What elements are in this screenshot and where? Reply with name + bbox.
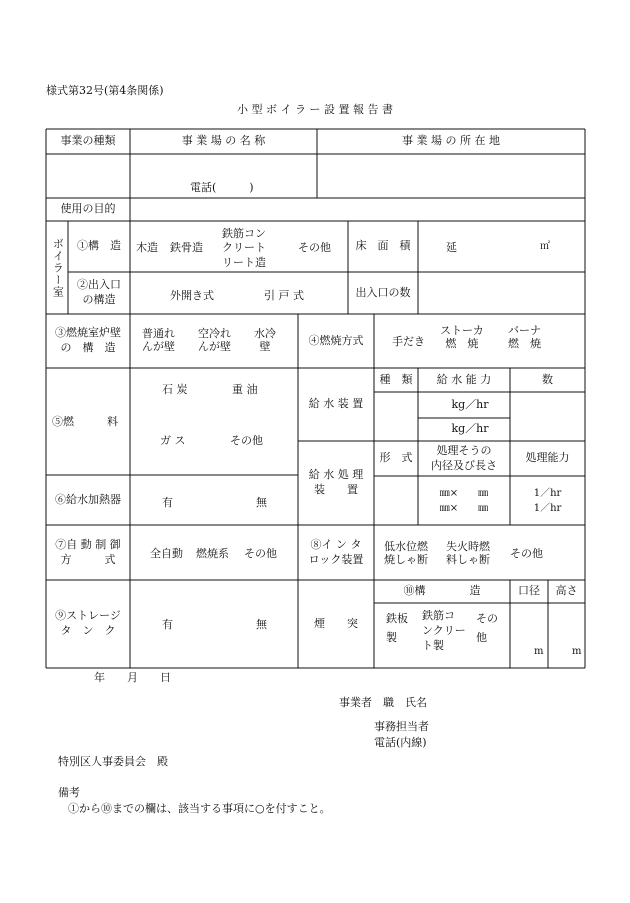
water-unit-2: kg／hr — [451, 422, 489, 436]
feed-heater-yes: 有 — [162, 496, 173, 509]
wall-option-aircooled: 空冷れ んが壁 — [198, 327, 231, 354]
entrance-sliding: 引 戸 式 — [264, 289, 304, 302]
chimney-height-header: 高さ — [555, 584, 578, 598]
treatment-capacity-header: 処理能力 — [525, 451, 570, 465]
notes-text: ①から⑩までの欄は、該当する事項に○を付すこと。 — [68, 802, 331, 815]
water-unit-1: kg／hr — [451, 397, 489, 411]
form-title: 小 型 ボ イ ラ ー 設 置 報 告 書 — [237, 103, 393, 116]
date-line: 年 月 日 — [94, 671, 171, 684]
combustion-burner: バーナ 燃 焼 — [508, 324, 541, 351]
treatment-capacity-values: 1／hr 1／hr — [533, 487, 562, 514]
water-treatment-label: 給 水 処 理 装 置 — [308, 468, 364, 496]
combustion-method-label: ④燃焼方式 — [308, 333, 364, 347]
chimney-unit-diameter: m — [534, 646, 544, 657]
chimney-label: 煙 突 — [314, 616, 358, 630]
applicant-line: 事業者 職 氏名 — [339, 696, 427, 709]
clerk-phone-line: 電話(内線) — [374, 736, 427, 749]
chimney-material-steel: 鉄板 製 — [386, 612, 408, 645]
interlock-low-water: 低水位燃 焼しゃ断 — [384, 540, 428, 567]
floor-area-unit: ㎡ — [540, 241, 550, 252]
interlock-other: その他 — [510, 547, 543, 560]
storage-tank-label: ⑨ストレージ タ ン ク — [55, 609, 121, 637]
storage-tank-no: 無 — [256, 618, 267, 631]
chimney-structure-header: ⑩構 造 — [403, 584, 481, 598]
chimney-material-other: その 他 — [476, 612, 498, 645]
form-number: 様式第32号(第4条関係) — [46, 84, 164, 97]
wall-option-watercooled: 水冷 壁 — [254, 327, 276, 354]
treatment-tank-header: 処理そうの 内径及び長さ — [431, 443, 497, 472]
water-type-header: 種 類 — [379, 372, 413, 386]
fuel-other: その他 — [230, 434, 263, 447]
chimney-material-concrete: 鉄筋コ ンクリー ト製 — [422, 609, 466, 652]
purpose-label: 使用の目的 — [60, 202, 116, 216]
business-type-header: 事業の種類 — [60, 134, 116, 148]
structure-other: その他 — [298, 241, 331, 254]
interlock-label: ⑧イ ン タ ロック装置 — [308, 537, 364, 566]
feed-heater-label: ⑥給水加熱器 — [55, 492, 121, 506]
notes-title: 備考 — [58, 786, 80, 799]
combustion-wall-label: ③燃焼室炉壁 の 構 造 — [55, 326, 121, 354]
chimney-diameter-header: 口径 — [518, 584, 540, 598]
fuel-coal: 石 炭 — [162, 383, 188, 396]
fuel-label: ⑤燃 料 — [52, 415, 118, 428]
business-name-header: 事 業 場 の 名 称 — [181, 134, 266, 148]
entrance-label: ②出入口 の構造 — [77, 278, 121, 306]
boiler-room-label: ボイラー室 — [51, 237, 65, 298]
water-count-header: 数 — [542, 372, 553, 386]
interlock-flame-failure: 失火時燃 料しゃ断 — [446, 540, 490, 567]
structure-concrete: 鉄筋コン クリート リート造 — [222, 227, 266, 269]
structure-steel: 鉄骨造 — [170, 241, 203, 254]
storage-tank-yes: 有 — [162, 618, 173, 631]
floor-area-total: 延 — [446, 241, 457, 254]
structure-wood: 木造 — [136, 241, 158, 254]
combustion-hand: 手だき — [392, 335, 425, 348]
wall-option-normal: 普通れ んが壁 — [142, 327, 175, 354]
entrance-swing: 外開き式 — [170, 289, 214, 302]
structure-label: ①構 造 — [77, 239, 121, 253]
water-supply-label: 給 水 装 置 — [308, 397, 364, 411]
treatment-form-header: 形 式 — [379, 451, 413, 465]
auto-control-full: 全自動 — [150, 547, 183, 560]
addressee: 特別区人事委員会 殿 — [58, 755, 168, 768]
auto-control-combustion: 燃焼系 — [196, 547, 229, 560]
entrance-count-label: 出入口の数 — [355, 285, 411, 299]
floor-area-label: 床 面 積 — [355, 239, 411, 253]
fuel-oil: 重 油 — [232, 383, 258, 396]
fuel-gas: ガ ス — [160, 434, 186, 447]
combustion-stoker: ストーカ 燃 焼 — [440, 324, 484, 351]
chimney-unit-height: m — [572, 646, 582, 657]
auto-control-other: その他 — [244, 547, 277, 560]
treatment-tank-values: ㎜× ㎜ ㎜× ㎜ — [439, 487, 489, 514]
water-capacity-header: 給 水 能 力 — [436, 372, 492, 386]
phone-label: 電話( ) — [190, 181, 254, 194]
auto-control-label: ⑦自 動 制 御 方 式 — [55, 537, 121, 566]
clerk-line: 事務担当者 — [374, 720, 429, 733]
business-location-header: 事 業 場 の 所 在 地 — [402, 134, 500, 148]
feed-heater-no: 無 — [256, 496, 267, 509]
